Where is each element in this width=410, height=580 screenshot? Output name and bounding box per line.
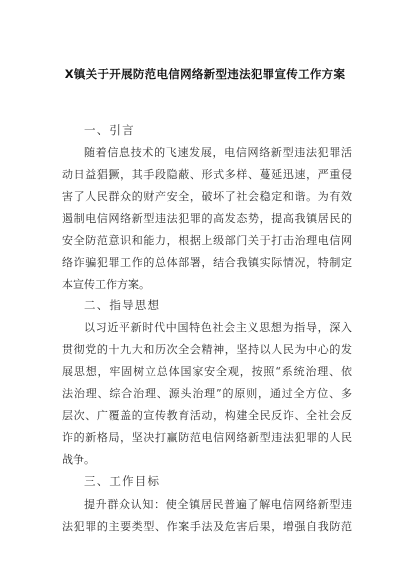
paragraph-line: 本宣传工作方案。 xyxy=(62,278,150,291)
paragraph-line: 害了人民群众的财产安全，破坏了社会稳定和谐。为有效 xyxy=(62,190,352,203)
paragraph-line: 安全防范意识和能力，根据上级部门关于打击治理电信网 xyxy=(62,234,352,247)
paragraph-line: 络诈骗犯罪工作的总体部署，结合我镇实际情况，特制定 xyxy=(62,256,352,269)
section-heading-guiding-ideology: 二、指导思想 xyxy=(84,298,161,312)
paragraph-line: 动日益猖獗，其手段隐蔽、形式多样、蔓延迅速，严重侵 xyxy=(62,168,352,181)
paragraph-line: 提升群众认知：使全镇居民普遍了解电信网络新型违 xyxy=(84,498,352,511)
paragraph-line: 以习近平新时代中国特色社会主义思想为指导，深入 xyxy=(84,321,352,334)
paragraph-line: 展思想，牢固树立总体国家安全观，按照“系统治理、依 xyxy=(62,365,352,378)
paragraph-line: 遏制电信网络新型违法犯罪的高发态势，提高我镇居民的 xyxy=(62,212,352,225)
section-heading-introduction: 一、引言 xyxy=(84,123,135,137)
paragraph-line: 战争。 xyxy=(62,453,95,466)
document-title: X镇关于开展防范电信网络新型违法犯罪宣传工作方案 xyxy=(64,67,346,81)
paragraph-line: 随着信息技术的飞速发展，电信网络新型违法犯罪活 xyxy=(84,146,352,159)
paragraph-line: 诈的新格局，坚决打赢防范电信网络新型违法犯罪的人民 xyxy=(62,431,352,444)
section-heading-work-goals: 三、工作目标 xyxy=(84,474,161,488)
paragraph-line: 层次、广覆盖的宣传教育活动，构建全民反诈、全社会反 xyxy=(62,409,352,422)
paragraph-line: 法治理、综合治理、源头治理”的原则，通过全方位、多 xyxy=(62,387,352,400)
paragraph-line: 贯彻党的十九大和历次全会精神，坚持以人民为中心的发 xyxy=(62,343,352,356)
paragraph-line: 法犯罪的主要类型、作案手法及危害后果，增强自我防范 xyxy=(62,520,352,533)
